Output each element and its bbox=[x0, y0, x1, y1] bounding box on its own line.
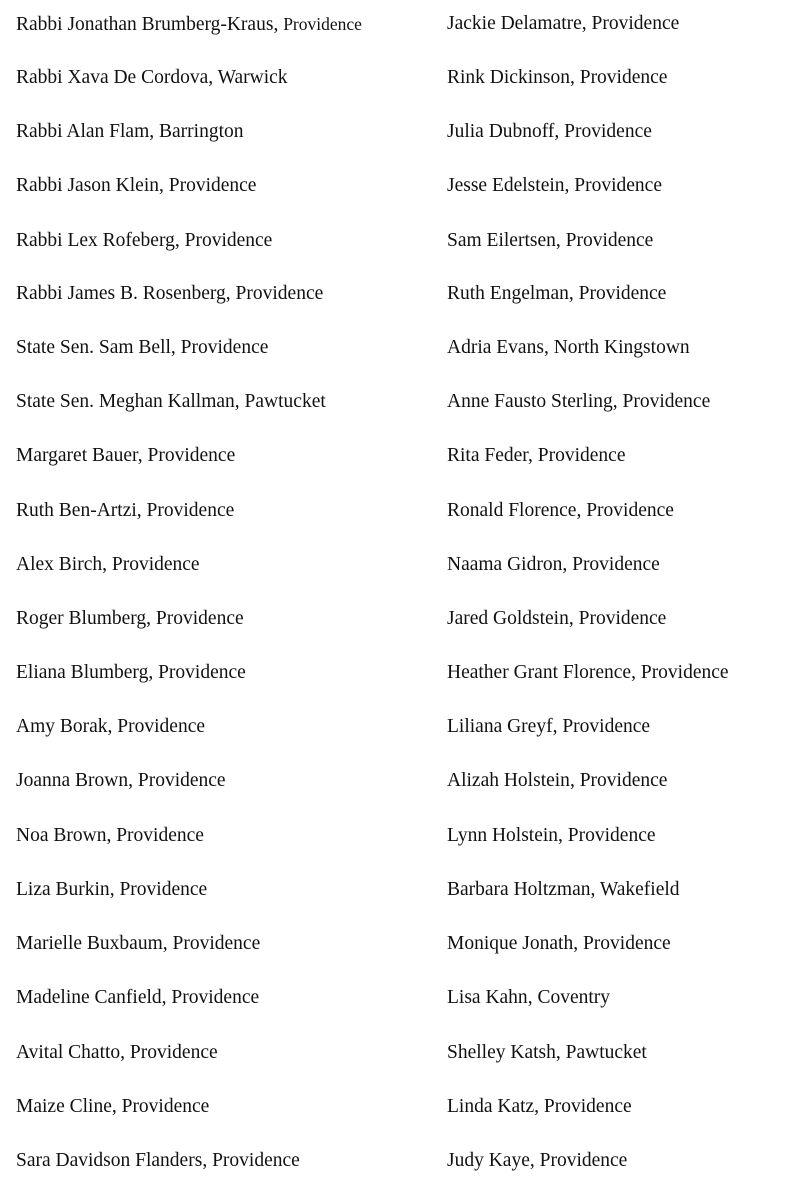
signatory-entry bbox=[447, 878, 680, 902]
separator-comma: , bbox=[146, 608, 156, 629]
signatory-entry bbox=[16, 390, 326, 414]
separator-comma: , bbox=[543, 337, 554, 358]
separator-comma: , bbox=[107, 716, 118, 737]
signatory-entry bbox=[447, 1149, 627, 1173]
signatory-town: Providence bbox=[212, 1150, 300, 1171]
signatory-name: Rabbi Jonathan Brumberg-Kraus bbox=[16, 14, 274, 35]
signatory-name: Rabbi Jason Klein bbox=[16, 175, 159, 196]
signatory-name: Noa Brown bbox=[16, 825, 107, 846]
signatory-entry bbox=[447, 174, 662, 198]
signatory-name: Sara Davidson Flanders bbox=[16, 1150, 203, 1171]
signatory-name: Liza Burkin bbox=[16, 879, 110, 900]
separator-comma: , bbox=[529, 1150, 540, 1171]
signatory-entry bbox=[16, 553, 200, 577]
signatory-name: Maize Cline bbox=[16, 1096, 112, 1117]
separator-comma: , bbox=[137, 445, 148, 466]
signatory-town: Providence bbox=[564, 121, 652, 142]
signatory-name: Rabbi Xava De Cordova bbox=[16, 67, 209, 88]
signatory-entry bbox=[16, 174, 256, 198]
signatory-town: Providence bbox=[578, 283, 667, 304]
signatory-entry bbox=[16, 499, 234, 523]
signatory-entry bbox=[16, 336, 268, 360]
signatory-name: Rabbi Alan Flam bbox=[16, 121, 150, 142]
signatory-entry bbox=[16, 444, 235, 468]
separator-comma: , bbox=[109, 879, 120, 900]
signatory-entry bbox=[16, 769, 226, 793]
signatory-town: Providence bbox=[579, 770, 668, 791]
signatory-entry bbox=[16, 120, 243, 144]
separator-comma: , bbox=[569, 770, 580, 791]
separator-comma: , bbox=[111, 1096, 122, 1117]
signatory-name: Julia Dubnoff bbox=[447, 121, 555, 142]
signatory-town: Providence bbox=[171, 987, 260, 1008]
signatory-entry bbox=[447, 715, 650, 739]
signatory-name: Sam Eilertsen bbox=[447, 230, 556, 251]
signatory-entry bbox=[16, 1149, 300, 1173]
signatory-town: Providence bbox=[579, 67, 668, 88]
signatory-name: Jesse Edelstein bbox=[447, 175, 565, 196]
signatory-name: Alizah Holstein bbox=[447, 770, 570, 791]
signatory-entry bbox=[16, 932, 260, 956]
signatory-entry bbox=[447, 12, 679, 36]
signatory-name: Anne Fausto Sterling bbox=[447, 391, 613, 412]
signatory-town: Providence bbox=[180, 337, 269, 358]
signatory-name: Amy Borak bbox=[16, 716, 108, 737]
signatory-town: Providence bbox=[137, 770, 226, 791]
signatory-name: Alex Birch bbox=[16, 554, 103, 575]
signatory-town: Providence bbox=[543, 1096, 632, 1117]
separator-comma: , bbox=[273, 14, 284, 35]
signatory-name: Lisa Kahn bbox=[447, 987, 528, 1008]
signatory-entry bbox=[447, 336, 690, 360]
signatory-town: Providence bbox=[591, 13, 680, 34]
separator-comma: , bbox=[527, 987, 538, 1008]
signatory-name: Heather Grant Florence bbox=[447, 662, 632, 683]
separator-comma: , bbox=[161, 987, 172, 1008]
signatory-name: Rabbi Lex Rofeberg bbox=[16, 230, 175, 251]
signatory-entry bbox=[16, 1095, 209, 1119]
signatory-entry bbox=[16, 607, 244, 631]
signatory-name: Eliana Blumberg bbox=[16, 662, 149, 683]
signatory-entry bbox=[447, 661, 729, 685]
signatory-name: Naama Gidron bbox=[447, 554, 563, 575]
signatory-town: North Kingstown bbox=[553, 337, 690, 358]
signatory-entry bbox=[447, 66, 667, 90]
separator-comma: , bbox=[534, 1096, 544, 1117]
signatory-name: State Sen. Sam Bell bbox=[16, 337, 171, 358]
separator-comma: , bbox=[590, 879, 600, 900]
signatory-name: Monique Jonath bbox=[447, 933, 574, 954]
signatory-town: Providence bbox=[582, 933, 671, 954]
signatory-town: Providence bbox=[111, 554, 200, 575]
signatory-entry bbox=[447, 499, 674, 523]
separator-comma: , bbox=[568, 283, 579, 304]
separator-comma: , bbox=[569, 67, 580, 88]
separator-comma: , bbox=[162, 933, 173, 954]
signatory-town: Providence bbox=[565, 230, 654, 251]
signatory-name: Ronald Florence bbox=[447, 500, 577, 521]
signatory-town: Providence bbox=[537, 445, 626, 466]
separator-comma: , bbox=[128, 770, 138, 791]
signatory-entry bbox=[447, 1095, 632, 1119]
signatory-name: Avital Chatto bbox=[16, 1042, 121, 1063]
separator-comma: , bbox=[555, 1042, 566, 1063]
signatory-name: Rink Dickinson bbox=[447, 67, 570, 88]
separator-comma: , bbox=[612, 391, 623, 412]
signatory-name: Joanna Brown bbox=[16, 770, 129, 791]
separator-comma: , bbox=[555, 230, 566, 251]
signatory-town: Providence bbox=[539, 1150, 628, 1171]
separator-comma: , bbox=[562, 554, 573, 575]
signatory-town: Wakefield bbox=[599, 879, 680, 900]
signatory-name: Ruth Engelman bbox=[447, 283, 569, 304]
separator-comma: , bbox=[149, 121, 159, 142]
signatory-entry bbox=[447, 932, 671, 956]
signatory-entry bbox=[16, 661, 246, 685]
signatory-town: Providence bbox=[283, 14, 362, 34]
separator-comma: , bbox=[568, 608, 579, 629]
signatory-town: Providence bbox=[121, 1096, 210, 1117]
signatory-name: State Sen. Meghan Kallman bbox=[16, 391, 235, 412]
signatory-entry bbox=[16, 824, 204, 848]
separator-comma: , bbox=[558, 825, 568, 846]
signatory-town: Providence bbox=[168, 175, 257, 196]
signatory-entry bbox=[16, 12, 362, 37]
signatory-name: Barbara Holtzman bbox=[447, 879, 591, 900]
separator-comma: , bbox=[576, 500, 587, 521]
signatory-name: Rita Feder bbox=[447, 445, 528, 466]
signatory-town: Barrington bbox=[159, 121, 244, 142]
signatory-name: Roger Blumberg bbox=[16, 608, 147, 629]
signatory-town: Providence bbox=[155, 608, 244, 629]
signatory-entry bbox=[16, 986, 259, 1010]
signatory-name: Madeline Canfield bbox=[16, 987, 162, 1008]
signatory-town: Pawtucket bbox=[244, 391, 326, 412]
signatory-name: Rabbi James B. Rosenberg bbox=[16, 283, 226, 304]
separator-comma: , bbox=[202, 1150, 213, 1171]
separator-comma: , bbox=[148, 662, 159, 683]
separator-comma: , bbox=[136, 500, 147, 521]
signatory-entry bbox=[447, 282, 666, 306]
separator-comma: , bbox=[170, 337, 181, 358]
signatory-town: Providence bbox=[578, 608, 667, 629]
signatory-town: Providence bbox=[622, 391, 711, 412]
signatory-town: Providence bbox=[117, 716, 206, 737]
signatory-town: Coventry bbox=[537, 987, 611, 1008]
separator-comma: , bbox=[106, 825, 117, 846]
signatory-entry bbox=[16, 282, 323, 306]
separator-comma: , bbox=[573, 933, 583, 954]
signatory-entry bbox=[447, 607, 666, 631]
signatory-entry bbox=[447, 824, 656, 848]
signatory-name: Marielle Buxbaum bbox=[16, 933, 163, 954]
separator-comma: , bbox=[225, 283, 236, 304]
signatory-town: Providence bbox=[567, 825, 656, 846]
signatory-town: Providence bbox=[147, 445, 236, 466]
signatory-town: Providence bbox=[574, 175, 662, 196]
signatory-town: Providence bbox=[158, 662, 246, 683]
separator-comma: , bbox=[564, 175, 575, 196]
signatory-name: Margaret Bauer bbox=[16, 445, 138, 466]
signatory-entry bbox=[447, 120, 652, 144]
separator-comma: , bbox=[528, 445, 538, 466]
separator-comma: , bbox=[581, 13, 592, 34]
separator-comma: , bbox=[120, 1042, 130, 1063]
signatory-town: Providence bbox=[184, 230, 273, 251]
signatory-town: Providence bbox=[172, 933, 261, 954]
signatory-entry bbox=[16, 66, 288, 90]
signatory-entry bbox=[16, 229, 272, 253]
signatory-entry bbox=[447, 1041, 647, 1065]
signatory-town: Providence bbox=[586, 500, 674, 521]
signatory-name: Shelley Katsh bbox=[447, 1042, 556, 1063]
signatory-town: Providence bbox=[572, 554, 660, 575]
signatory-name: Judy Kaye bbox=[447, 1150, 530, 1171]
signatory-town: Providence bbox=[116, 825, 204, 846]
separator-comma: , bbox=[631, 662, 641, 683]
separator-comma: , bbox=[158, 175, 169, 196]
signatory-name: Linda Katz bbox=[447, 1096, 535, 1117]
signatory-entry bbox=[16, 715, 205, 739]
signatory-name: Adria Evans bbox=[447, 337, 544, 358]
signatory-town: Providence bbox=[119, 879, 208, 900]
signatory-town: Pawtucket bbox=[565, 1042, 647, 1063]
separator-comma: , bbox=[208, 67, 218, 88]
signatory-entry bbox=[447, 986, 610, 1010]
signatory-name: Jared Goldstein bbox=[447, 608, 569, 629]
signatory-entry bbox=[447, 390, 710, 414]
signatory-entry bbox=[16, 1041, 218, 1065]
separator-comma: , bbox=[174, 230, 185, 251]
signatory-entry bbox=[447, 553, 660, 577]
signatory-town: Providence bbox=[562, 716, 651, 737]
signatory-town: Providence bbox=[235, 283, 324, 304]
signatory-entry bbox=[447, 229, 653, 253]
signatory-town: Providence bbox=[146, 500, 235, 521]
signatory-name: Liliana Greyf bbox=[447, 716, 553, 737]
signatory-name: Lynn Holstein bbox=[447, 825, 559, 846]
separator-comma: , bbox=[552, 716, 563, 737]
signatory-entry bbox=[447, 769, 667, 793]
separator-comma: , bbox=[102, 554, 112, 575]
separator-comma: , bbox=[234, 391, 245, 412]
signatory-entry bbox=[447, 444, 625, 468]
signatory-town: Providence bbox=[129, 1042, 218, 1063]
signatory-name: Jackie Delamatre bbox=[447, 13, 582, 34]
signatory-town: Providence bbox=[640, 662, 729, 683]
signatory-town: Warwick bbox=[217, 67, 288, 88]
signatory-entry bbox=[16, 878, 207, 902]
signatory-name: Ruth Ben-Artzi bbox=[16, 500, 137, 521]
separator-comma: , bbox=[554, 121, 565, 142]
